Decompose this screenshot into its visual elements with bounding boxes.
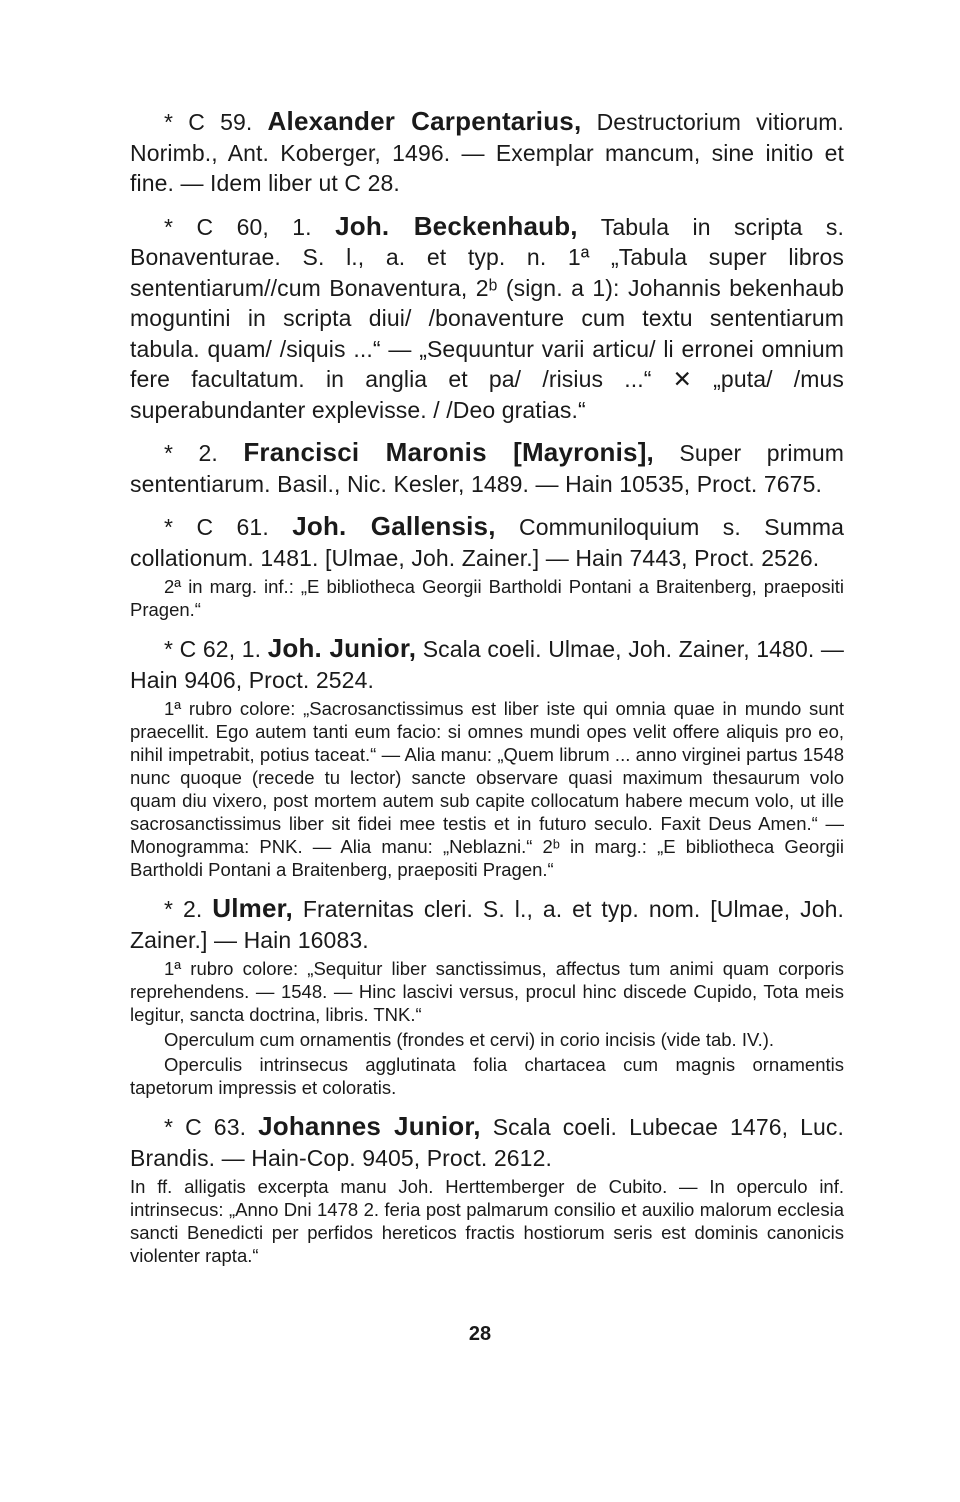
entry-text: Fraternitas cleri. S. l., a. et typ. nom. [Ulmae, Joh. Zainer.] — Hain 16083. (130, 896, 844, 953)
entry-author: Ulmer, (212, 893, 293, 923)
entry-text: Scala coeli. Lubecae 1476, Luc. Brandis. — Hain-Cop. 9405, Proct. 2612. (130, 1114, 844, 1171)
page-number: 28 (468, 1323, 492, 1345)
entry-heading (130, 1111, 844, 1173)
entry-note: Operculum cum ornamentis (frondes et cervi) in corio incisis (vide tab. IV.). (164, 1029, 775, 1050)
entry-text: Tabula in scripta s. Bonaventurae. S. l., a. et typ. n. 1ª „Tabula super libros sententiarum//cum Bonaventura, 2ᵇ (sign. a 1): Johannis bekenhaub moguntini in scripta diui/ /bonaventure cum textu sententiarum tabula. quam/ /siquis ...“ — „Sequuntur varii articu/ li erronei omnium fere facultatum. in anglia et pa/ /risius ...“ ✕ „puta/ /mus superabundanter explevisse. / /Deo gratias.“ (130, 213, 845, 423)
entry-note: 1ª rubro colore: „Sequitur liber sanctissimus, affectus tum animi quam corporis reprehendens. — 1548. — Hinc lascivi versus, procul hinc discede Cupido, Tota meis legitur, sancta doctrina, libris. TNK.“ (130, 958, 844, 1025)
entry-prefix: * C 62, 1. (164, 636, 262, 662)
entry-c59 (130, 106, 844, 199)
entry-text: Scala coeli. Ulmae, Joh. Zainer, 1480. — Hain 9406, Proct. 2524. (130, 636, 844, 693)
entry-text: Super primum sententiarum. Basil., Nic. Kesler, 1489. — Hain 10535, Proct. 7675. (130, 440, 844, 497)
entry-note: In ff. alligatis excerpta manu Joh. Herttemberger de Cubito. — In operculo inf. intrinsecus: „Anno Dni 1478 2. feria post palmarum consilio et auxilio malorum ecclesia sancti Benedicti per perfidos hereticos fractis hostiorum seris est dominis canonicis violenter rapta.“ (130, 1176, 844, 1266)
entry-c60-1 (130, 211, 844, 426)
entry-author: Alexander Carpentarius, (267, 106, 582, 136)
entry-prefix: * C 60, 1. (164, 213, 312, 240)
entry-author: Johannes Junior, (258, 1111, 481, 1141)
entry-note: Operculis intrinsecus agglutinata folia chartacea cum magnis ornamentis tapetorum impressis et coloratis. (130, 1054, 844, 1098)
entry-note: 2ª in marg. inf.: „E bibliotheca Georgii Bartholdi Pontani a Braitenberg, praepositi Pragen.“ (130, 576, 844, 620)
entry-c61 (130, 511, 844, 621)
entry-note: 1ª rubro colore: „Sacrosanctissimus est liber iste qui omnia quae in mundo sunt praecellit. Ego autem tanti eum facio: si omnes mundi opes velit offere aliquis pro eo, nihil impetrabit, potius taceat.“ — Alia manu: „Quem librum ... anno virginei partus 1548 nunc quoque (recede tu lector) sancte observare quasi maximum thesaurum volo quam diu vixero, post mortem autem sub capite collocatum habere mecum volo, ut ille sacrosanctissimus liber sit fidei mee testis et in futuro seculo. Faxit Deus Amen.“ — Monogramma: PNK. — Alia manu: „Neblazni.“ 2ᵇ in marg.: „E bibliotheca Georgii Bartholdi Pontani a Braitenberg, praepositi Pragen.“ (130, 698, 844, 880)
entry-prefix: * 2. (164, 440, 218, 466)
entry-heading (130, 633, 844, 695)
entry-author: Francisci Maronis [Mayronis], (243, 437, 654, 467)
entry-c62-2 (130, 893, 844, 1099)
entry-prefix: * C 63. (164, 1114, 247, 1140)
entry-author: Joh. Gallensis, (292, 511, 496, 541)
entry-text: Communiloquium s. Summa collationum. 1481. [Ulmae, Joh. Zainer.] — Hain 7443, Proct. 2526. (130, 514, 845, 571)
entry-prefix: * 2. (164, 896, 203, 922)
entry-c60-2 (130, 437, 844, 499)
entry-author: Joh. Beckenhaub, (335, 210, 578, 241)
entry-c62-1 (130, 633, 844, 881)
entry-heading (130, 211, 844, 426)
entry-heading (130, 511, 844, 573)
entry-heading (130, 893, 844, 955)
entry-text: Destructorium vitiorum. Norimb., Ant. Koberger, 1496. — Exemplar mancum, sine initio et fine. — Idem liber ut C 28. (130, 109, 844, 196)
entry-heading (130, 106, 844, 199)
entry-author: Joh. Junior, (267, 633, 417, 663)
catalog-column (130, 106, 844, 1279)
entry-prefix: * C 61. (164, 514, 269, 540)
entry-heading (130, 437, 844, 499)
entry-prefix: * C 59. (164, 109, 253, 135)
entry-c63 (130, 1111, 844, 1267)
